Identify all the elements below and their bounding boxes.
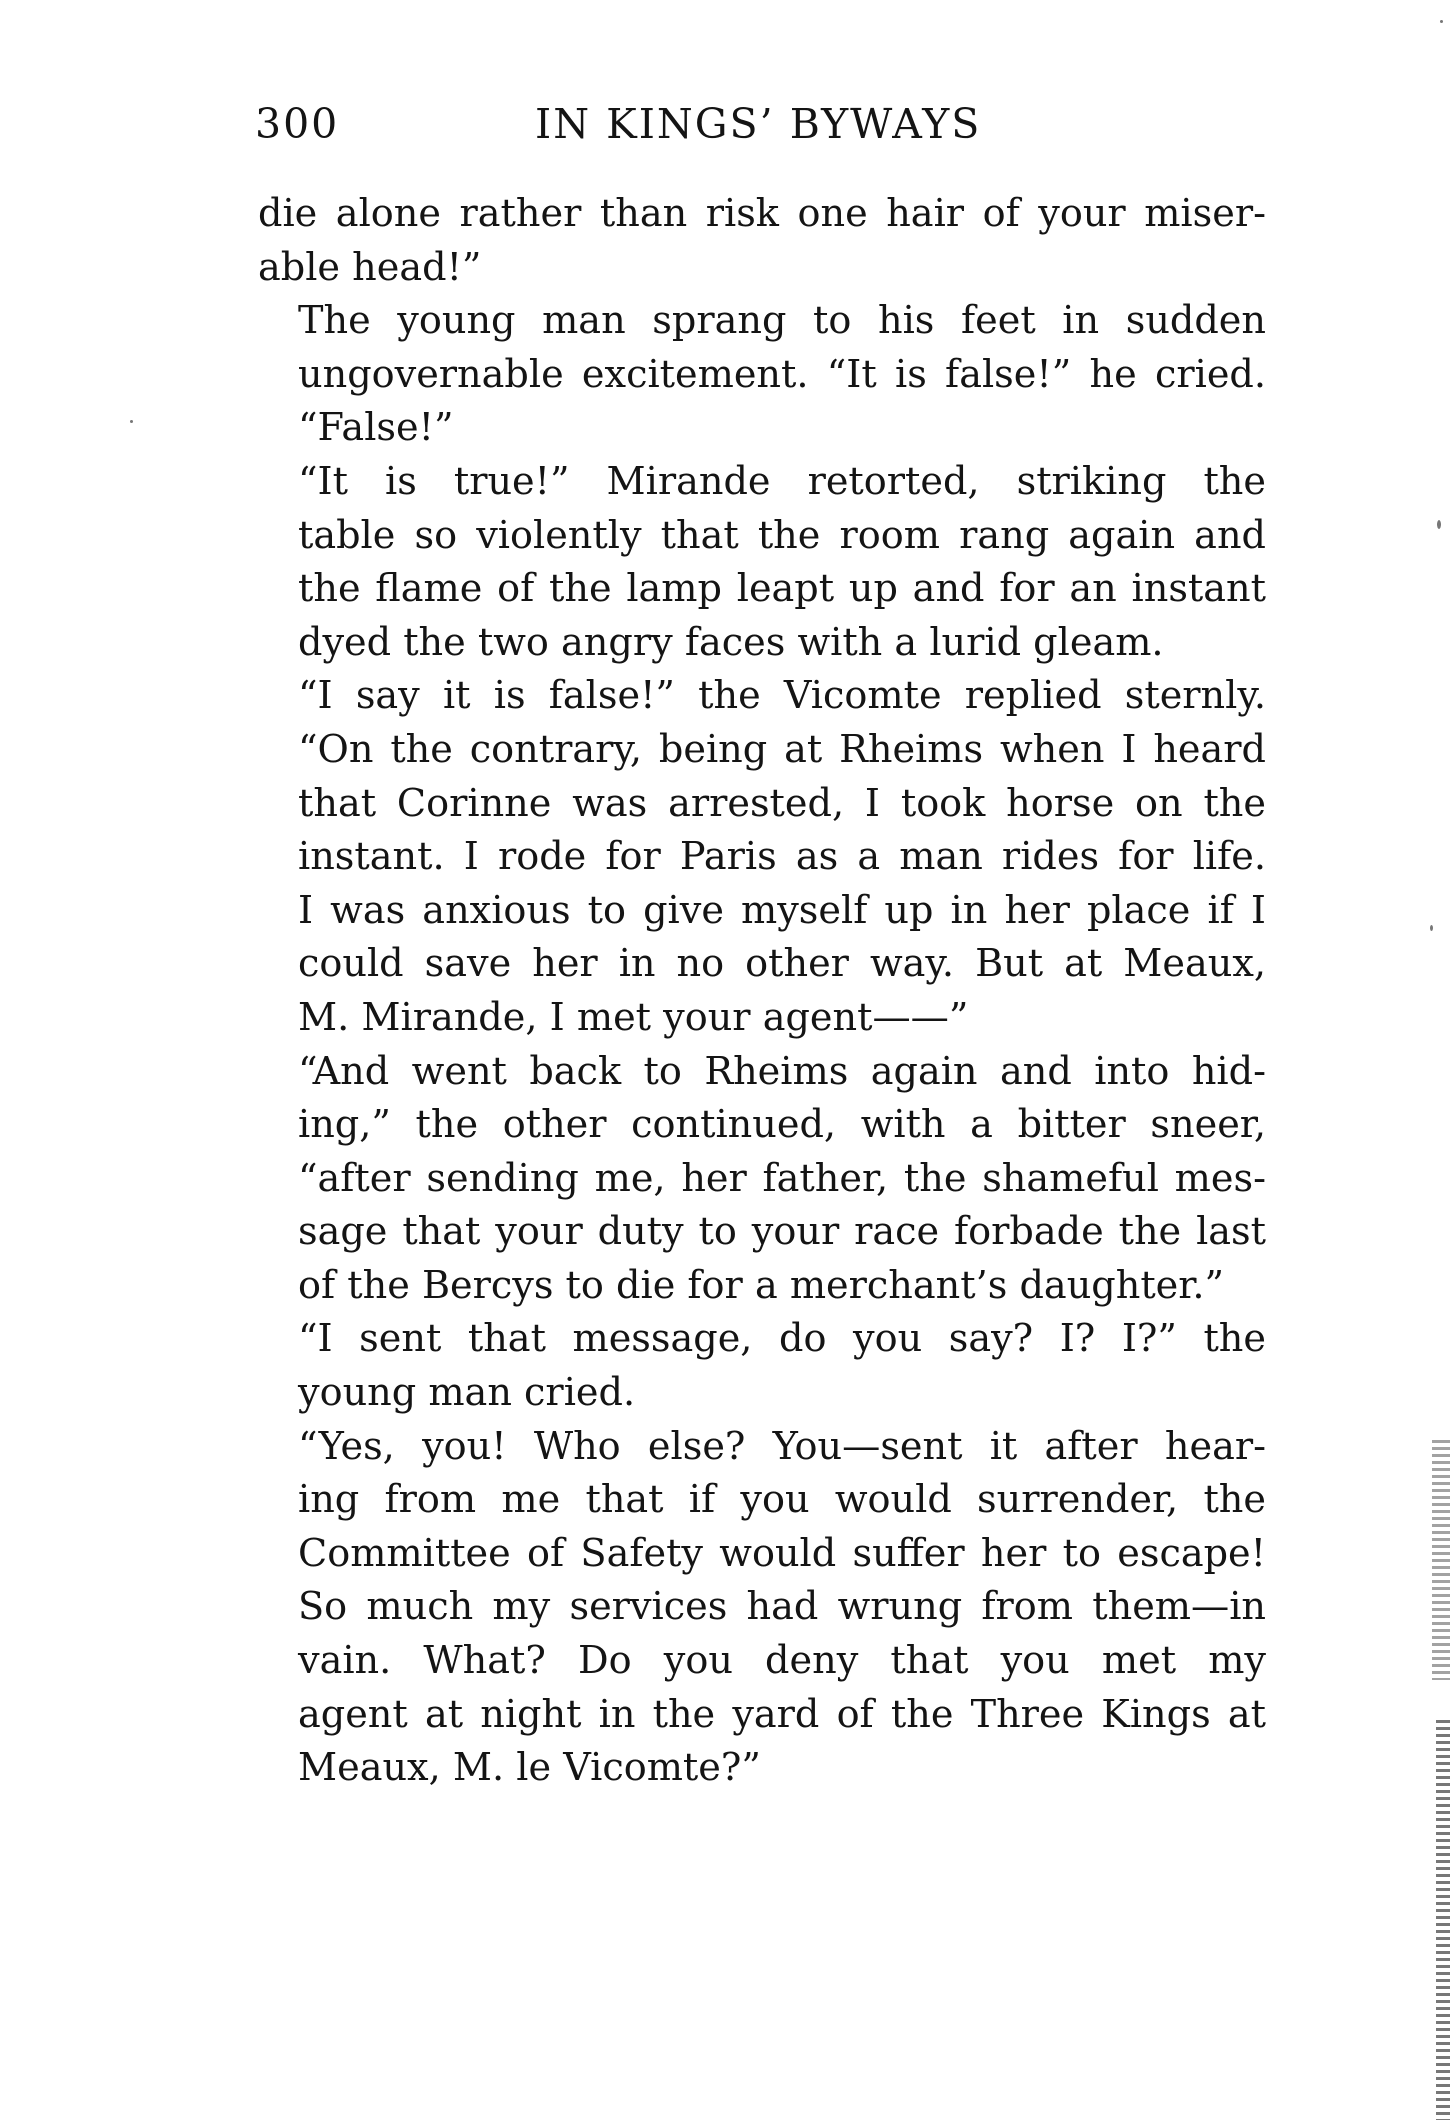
paragraph [258,1421,1266,1796]
text-line: vain. What? Do you deny that you met my [298,1639,1266,1684]
text-line: I was anxious to give myself up in her place if I [298,888,1266,933]
text-line: The young man sprang to his feet in sudden [298,299,1266,344]
page-number: 300 [255,100,340,148]
text-line: could save her in no other way. But at Meaux, [298,942,1266,987]
text-line: “On the contrary, being at Rheims when I heard [298,727,1266,772]
text-line: die alone rather than risk one hair of your miser- [258,192,1266,236]
text-line: “Yes, you! Who else? You—sent it after hear- [298,1424,1266,1469]
scan-edge-artifact [1436,1720,1450,2120]
running-head [255,100,1265,160]
scan-speck [130,420,133,423]
text-line: Committee of Safety would suffer her to escape! [298,1531,1266,1576]
text-line: young man cried. [298,1371,636,1416]
text-line: “I sent that message, do you say? I? I?” the [298,1317,1266,1362]
paragraph [258,1313,1266,1420]
paragraph [258,1046,1266,1314]
text-line: “I say it is false!” the Vicomte replied sternly. [298,674,1266,719]
text-line: instant. I rode for Paris as a man rides for life. [298,835,1266,880]
scan-speck [1430,925,1433,931]
text-line: ungovernable excitement. “It is false!” he cried. [298,352,1266,397]
body-text [258,188,1266,1796]
text-line: agent at night in the yard of the Three Kings at [298,1692,1266,1737]
paragraph [258,295,1266,456]
text-line: of the Bercys to die for a merchant’s daughter.” [298,1263,1224,1308]
text-line: dyed the two angry faces with a lurid gleam. [298,620,1164,665]
text-line: “And went back to Rheims again and into hid- [298,1049,1266,1094]
text-line: So much my services had wrung from them—in [298,1585,1266,1630]
text-line: “False!” [298,406,454,451]
scan-edge-artifact [1432,1440,1450,1680]
scan-speck [1437,520,1441,529]
text-line: table so violently that the room rang again and [298,513,1266,558]
paragraph [258,670,1266,1045]
text-line: ing from me that if you would surrender, the [298,1478,1266,1523]
text-line: able head!” [258,245,482,290]
paragraph [258,188,1266,295]
text-line: ing,” the other continued, with a bitter sneer, [298,1103,1266,1148]
text-line: “after sending me, her father, the shameful mes- [298,1156,1266,1201]
paragraph [258,456,1266,670]
text-line: Meaux, M. le Vicomte?” [298,1746,761,1791]
text-line: sage that your duty to your race forbade the last [298,1210,1266,1255]
text-line: M. Mirande, I met your agent——” [298,995,969,1040]
scan-speck [1440,20,1443,23]
text-line: the flame of the lamp leapt up and for an instant [298,567,1266,612]
book-title: IN KINGS’ BYWAYS [535,100,982,148]
text-line: that Corinne was arrested, I took horse on the [298,781,1266,826]
text-line: “It is true!” Mirande retorted, striking the [298,459,1266,504]
